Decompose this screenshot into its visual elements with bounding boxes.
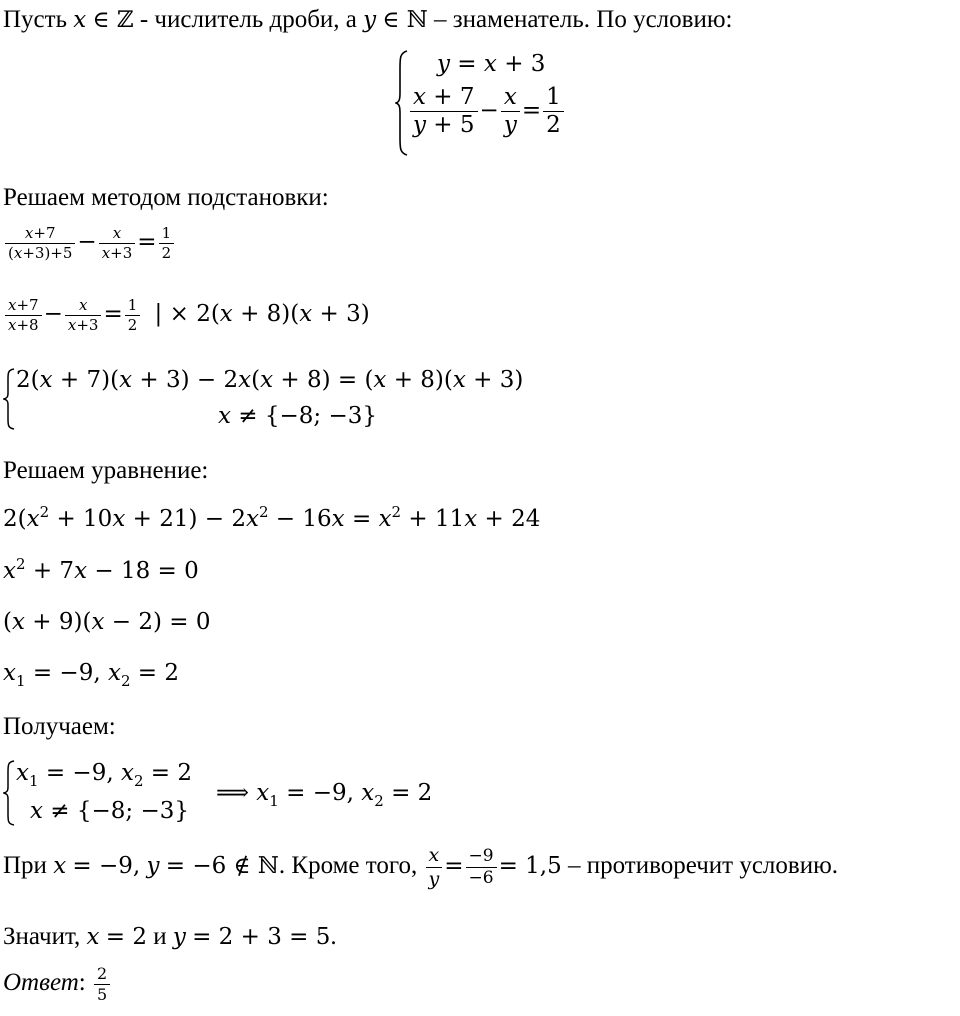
conclusion: Значит, x = 2 и y = 2 + 3 = 5. [3, 923, 337, 950]
method-label: Решаем методом подстановки: [3, 184, 329, 211]
answer: Ответ: $\frac{2}{5}$ [3, 966, 112, 1003]
answer-numerator: 2 [94, 966, 110, 985]
system-1-row-1: y = x + 3 [437, 51, 546, 77]
answer-denominator: 5 [96, 985, 108, 1004]
system-1-row-2: $\frac{x + 7}{y + 5}$ − $\frac{x}{y}$ = $\frac{1}{2}$ [408, 86, 566, 137]
system-2-row-1: 2(x + 7)(x + 3) − 2x(x + 8) = (x + 8)(x + 3) [16, 367, 524, 393]
answer-label: Ответ [3, 969, 79, 997]
system-3-row-2: x ≠ {−8; −3} [30, 798, 190, 824]
substitution-eq-1: $\frac{x+7}{(x+3)+5}$ − $\frac{x}{x+3}$ = $\frac{1}{2}$ [3, 226, 176, 261]
substitution-eq-2: $\frac{x+7}{x+8}$ − $\frac{x}{x+3}$ = $\frac{1}{2}$ | × 2(x + 8)(x + 3) [3, 298, 370, 333]
brace-3 [3, 760, 15, 826]
equation-c: (x + 9)(x − 2) = 0 [3, 609, 211, 635]
brace-1 [395, 50, 409, 156]
system-3-row-1: $x_1 = -9$, $x_2 = 2$ [16, 760, 193, 790]
equation-b: $x^2 + 7x - 18 = 0$ [3, 555, 199, 584]
intro-text: Пусть x ∈ ℤ - числитель дроби, а y ∈ ℕ – знаменатель. По условию: [3, 6, 733, 33]
check-line: При x = −9, y = −6 ∉ ℕ. Кроме того, $\frac{x}{y}$ = $\frac{-9}{-6}$ = 1,5 – противоречит условию. [3, 844, 839, 890]
equation-d: $x_1 = -9$, $x_2 = 2$ [3, 660, 180, 690]
solve-label: Решаем уравнение: [3, 457, 209, 484]
system-3-result: ⟹ $x_1 = -9$, $x_2 = 2$ [216, 780, 433, 810]
equation-a: $2(x^2 + 10x + 21) - 2x^2 - 16x = x^2 + 11x + 24$ [3, 503, 541, 532]
get-label: Получаем: [3, 713, 116, 740]
system-2-row-2: x ≠ {−8; −3} [218, 403, 378, 429]
brace-2 [3, 368, 15, 430]
